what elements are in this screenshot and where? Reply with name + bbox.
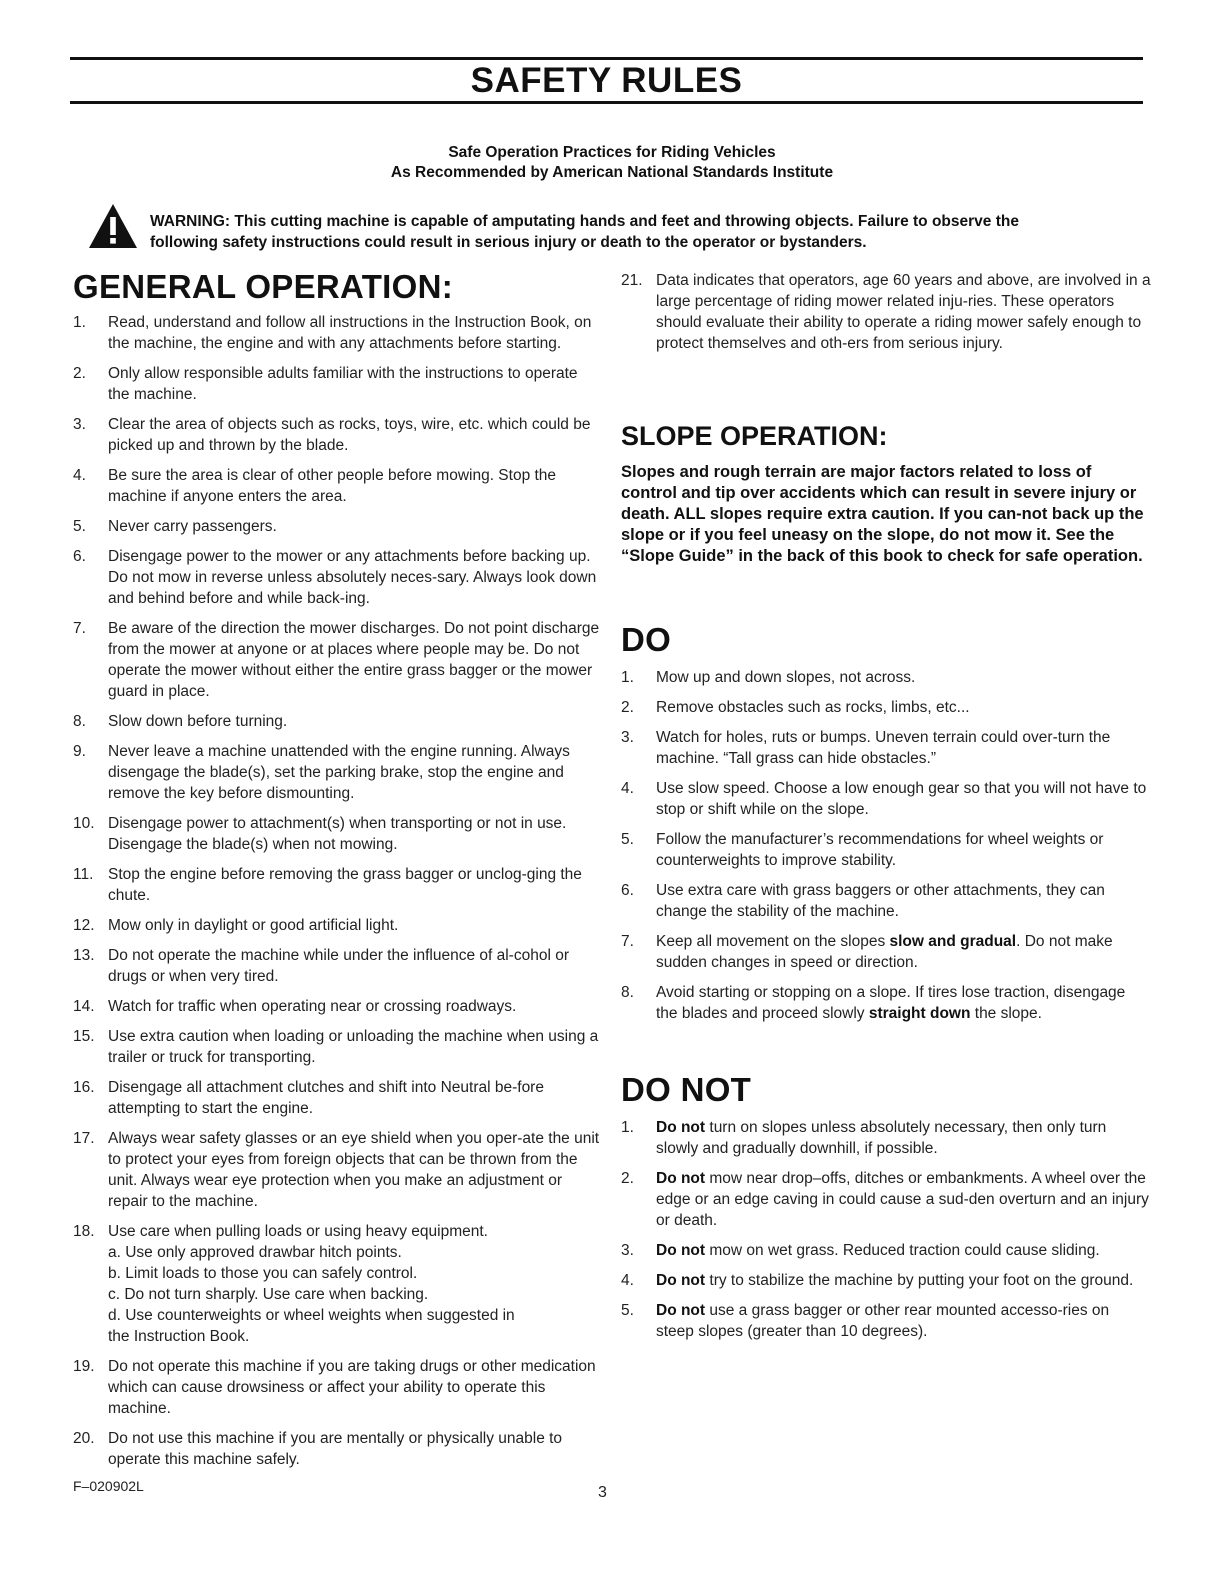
item-text: Never carry passengers. xyxy=(108,518,277,535)
sub-item: d. Use counterweights or wheel weights when suggested in xyxy=(108,1307,515,1324)
list-item xyxy=(73,546,600,609)
item-text: Disengage all attachment clutches and shift into Neutral be-fore attempting to start the engine. xyxy=(108,1079,544,1117)
item-text: Keep all movement on the slopes xyxy=(656,933,890,950)
list-item xyxy=(73,516,600,537)
item-text: Be sure the area is clear of other people before mowing. Stop the machine if anyone enters the area. xyxy=(108,467,557,505)
item-number: 11. xyxy=(73,866,94,883)
item-text: Slow down before turning. xyxy=(108,713,288,730)
item-number: 4. xyxy=(73,467,86,484)
item-number: 16. xyxy=(73,1079,95,1096)
list-item xyxy=(73,414,600,456)
list-item xyxy=(621,829,1151,871)
item-text: Disengage power to the mower or any attachments before backing up. Do not mow in reverse unless absolutely neces-sary. Always look down and behind before and while back-ing. xyxy=(108,548,597,607)
item-number: 21. xyxy=(621,272,643,289)
footer-form-code: F–020902L xyxy=(73,1478,144,1494)
item-number: 6. xyxy=(621,882,634,899)
warning-triangle-icon xyxy=(88,203,138,249)
general-operation-heading: GENERAL OPERATION: xyxy=(73,268,454,305)
list-item xyxy=(73,915,600,936)
item-text: Do not use this machine if you are mentally or physically unable to operate this machine safely. xyxy=(108,1430,563,1468)
sub-list xyxy=(108,1242,600,1326)
item-text: try to stabilize the machine by putting your foot on the ground. xyxy=(705,1272,1134,1289)
list-item xyxy=(73,1356,600,1419)
list-item xyxy=(73,711,600,732)
list-item xyxy=(73,312,600,354)
do-heading: DO xyxy=(621,621,672,658)
list-item xyxy=(73,996,600,1017)
sub-item: a. Use only approved drawbar hitch points. xyxy=(108,1244,402,1261)
item-number: 10. xyxy=(73,815,95,832)
item-number: 9. xyxy=(73,743,86,760)
item-text: Avoid starting or stopping on a slope. If tires lose traction, disengage the blades and proceed slowly xyxy=(656,984,1126,1022)
item-number: 15. xyxy=(73,1028,95,1045)
item-text: Mow only in daylight or good artificial light. xyxy=(108,917,399,934)
warning-text xyxy=(150,211,1160,253)
item-number: 19. xyxy=(73,1358,95,1375)
item-number: 3. xyxy=(73,416,86,433)
item-number: 7. xyxy=(621,933,634,950)
warning-line-1: WARNING: This cutting machine is capable of amputating hands and feet and throwing objects. Failure to observe the xyxy=(150,213,1019,230)
list-item xyxy=(73,1221,600,1347)
list-item xyxy=(73,1128,600,1212)
item-text: mow near drop–offs, ditches or embankments. A wheel over the edge or an edge caving in could cause a sud-den overturn and an injury or death. xyxy=(656,1170,1149,1229)
item-text-bold: Do not xyxy=(656,1170,706,1187)
list-item xyxy=(621,982,1151,1024)
item-text: Only allow responsible adults familiar with the instructions to operate the machine. xyxy=(108,365,578,403)
item-text: Do not operate the machine while under the influence of al-cohol or drugs or when very tired. xyxy=(108,947,569,985)
item-number: 18. xyxy=(73,1223,95,1240)
sub-item-continuation: the Instruction Book. xyxy=(108,1328,250,1345)
list-item xyxy=(73,618,600,702)
item-text: mow on wet grass. Reduced traction could cause sliding. xyxy=(705,1242,1100,1259)
item-text: Disengage power to attachment(s) when transporting or not in use. Disengage the blade(s) when not mowing. xyxy=(108,815,567,853)
list-item xyxy=(621,1117,1151,1159)
slope-intro: Slopes and rough terrain are major factors related to loss of control and tip over accidents which can result in severe injury or death. ALL slopes require extra caution. If you can-not back up the slope or if you feel uneasy on the slope, do not mow it. See the “Slope Guide” in the back of this book to check for safe operation. xyxy=(621,463,1144,565)
item-number: 8. xyxy=(621,984,634,1001)
item-text: Never leave a machine unattended with the engine running. Always disengage the blade(s), set the parking brake, stop the engine and remove the key before dismounting. xyxy=(108,743,570,802)
list-item xyxy=(621,880,1151,922)
item-number: 3. xyxy=(621,1242,634,1259)
item-text: Follow the manufacturer’s recommendations for wheel weights or counterweights to improve stability. xyxy=(656,831,1104,869)
list-item xyxy=(73,363,600,405)
item-number: 2. xyxy=(73,365,86,382)
item-text: Use extra caution when loading or unloading the machine when using a trailer or truck for transporting. xyxy=(108,1028,599,1066)
item-text-bold: Do not xyxy=(656,1272,706,1289)
item-text-bold: Do not xyxy=(656,1119,706,1136)
list-item xyxy=(73,1428,600,1470)
item-number: 2. xyxy=(621,699,634,716)
page-number: 3 xyxy=(598,1484,607,1501)
item-number: 1. xyxy=(621,1119,634,1136)
item-number: 4. xyxy=(621,1272,634,1289)
item-text: Mow up and down slopes, not across. xyxy=(656,669,916,686)
item-text-bold: Do not xyxy=(656,1242,706,1259)
general-operation-list xyxy=(73,312,600,1470)
list-item xyxy=(73,741,600,804)
item-text: Use slow speed. Choose a low enough gear so that you will not have to stop or shift while on the slope. xyxy=(656,780,1147,818)
page-title: SAFETY RULES xyxy=(470,61,743,100)
list-item xyxy=(621,727,1151,769)
item-text: Do not operate this machine if you are taking drugs or other medication which can cause drowsiness or affect your ability to operate this machine. xyxy=(108,1358,596,1417)
list-item xyxy=(621,1240,1151,1261)
item-text: Stop the engine before removing the grass bagger or unclog-ging the chute. xyxy=(108,866,582,904)
item-text: . Do not make sudden changes in speed or direction. xyxy=(656,933,1113,971)
item-text: Use care when pulling loads or using heavy equipment. xyxy=(108,1223,488,1240)
item-number: 4. xyxy=(621,780,634,797)
item-number: 5. xyxy=(621,1302,634,1319)
sub-item: c. Do not turn sharply. Use care when backing. xyxy=(108,1286,429,1303)
list-item xyxy=(621,270,1151,354)
item-text: Read, understand and follow all instructions in the Instruction Book, on the machine, the engine and with any attachments before starting. xyxy=(108,314,592,352)
list-item xyxy=(73,1026,600,1068)
left-column xyxy=(73,268,600,1479)
item-text: Clear the area of objects such as rocks, toys, wire, etc. which could be picked up and thrown by the blade. xyxy=(108,416,591,454)
list-item xyxy=(621,1270,1151,1291)
item-text-bold: Do not xyxy=(656,1302,706,1319)
item-number: 8. xyxy=(73,713,86,730)
item-text: Always wear safety glasses or an eye shield when you oper-ate the unit to protect your eyes from foreign objects that can be thrown from the unit. Always wear eye protection when you make an adjustment or repair to the machine. xyxy=(108,1130,600,1210)
item-number: 2. xyxy=(621,1170,634,1187)
item-number: 1. xyxy=(621,669,634,686)
subtitle-line-1: Safe Operation Practices for Riding Vehicles xyxy=(448,144,776,161)
warning-line-2: following safety instructions could result in serious injury or death to the operator or bystanders. xyxy=(150,234,867,251)
item-number: 7. xyxy=(73,620,86,637)
subtitle-line-2: As Recommended by American National Standards Institute xyxy=(390,164,834,181)
item-number: 12. xyxy=(73,917,95,934)
list-item xyxy=(621,667,1151,688)
item-text: Remove obstacles such as rocks, limbs, etc... xyxy=(656,699,970,716)
do-not-list xyxy=(621,1117,1151,1342)
item-text: Use extra care with grass baggers or other attachments, they can change the stability of the machine. xyxy=(656,882,1105,920)
do-list xyxy=(621,667,1151,1024)
item-text-bold: slow and gradual xyxy=(889,933,1017,950)
list-item xyxy=(73,945,600,987)
list-item xyxy=(621,778,1151,820)
item-number: 14. xyxy=(73,998,95,1015)
item-text: Watch for traffic when operating near or crossing roadways. xyxy=(108,998,517,1015)
title-bottom-rule xyxy=(70,101,1143,104)
do-not-heading: DO NOT xyxy=(621,1071,752,1108)
list-item xyxy=(621,697,1151,718)
item-text: Be aware of the direction the mower discharges. Do not point discharge from the mower at anyone or at places where people may be. Do not operate the mower without either the entire grass bagger or the mower guard in place. xyxy=(108,620,600,700)
item-text: Watch for holes, ruts or bumps. Uneven terrain could over-turn the machine. “Tall grass can hide obstacles.” xyxy=(656,729,1111,767)
item-text: Data indicates that operators, age 60 years and above, are involved in a large percentage of riding mower related inju-ries. These operators should evaluate their ability to operate a riding mower safely enough to protect themselves and oth-ers from serious injury. xyxy=(656,272,1151,352)
item-text-bold: straight down xyxy=(868,1005,971,1022)
item-number: 20. xyxy=(73,1430,95,1447)
general-operation-list-continued xyxy=(621,270,1151,354)
item-number: 5. xyxy=(73,518,86,535)
list-item xyxy=(621,1300,1151,1342)
list-item xyxy=(621,931,1151,973)
list-item xyxy=(73,813,600,855)
item-text: turn on slopes unless absolutely necessary, then only turn slowly and gradually downhill, if possible. xyxy=(656,1119,1107,1157)
slope-operation-heading: SLOPE OPERATION: xyxy=(621,421,888,451)
item-number: 1. xyxy=(73,314,86,331)
item-number: 3. xyxy=(621,729,634,746)
item-text: use a grass bagger or other rear mounted accesso-ries on steep slopes (greater than 10 degrees). xyxy=(656,1302,1110,1340)
sub-item: b. Limit loads to those you can safely control. xyxy=(108,1265,418,1282)
item-number: 17. xyxy=(73,1130,95,1147)
list-item xyxy=(73,465,600,507)
subtitle xyxy=(0,143,1224,183)
item-number: 13. xyxy=(73,947,95,964)
item-text: the slope. xyxy=(970,1005,1042,1022)
list-item xyxy=(73,1077,600,1119)
item-number: 5. xyxy=(621,831,634,848)
item-number: 6. xyxy=(73,548,86,565)
list-item xyxy=(73,864,600,906)
right-column xyxy=(621,270,1151,1351)
list-item xyxy=(621,1168,1151,1231)
